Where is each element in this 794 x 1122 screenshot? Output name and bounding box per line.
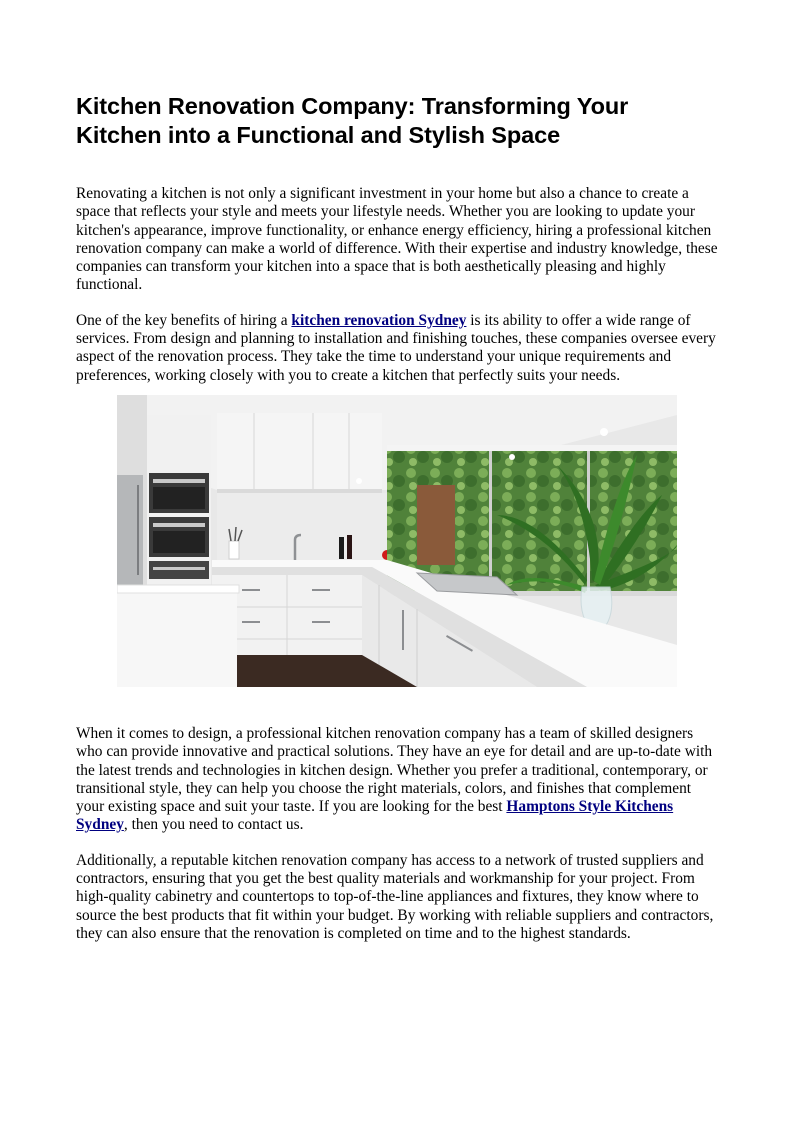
kitchen-photo xyxy=(117,395,677,687)
paragraph-design xyxy=(76,725,718,835)
paragraph-benefits-text-2: is its ability to offer a wide range of services. From design and planning to installation and finishing touches, these companies oversee every aspect of the renovation process. They take the time to understand your unique requirements and preferences, working closely with you to create a kitchen that perfectly suits your needs. xyxy=(76,311,716,384)
hamptons-style-kitchens-link[interactable]: Hamptons Style Kitchens Sydney xyxy=(76,798,674,834)
paragraph-suppliers: Additionally, a reputable kitchen renovation company has access to a network of trusted suppliers and contractors, ensuring that you get the best quality materials and workmanship for your project. From high-quality cabinetry and countertops to top-of-the-line appliances and fixtures, they know where to source the best products that fit within your budget. By working with reliable suppliers and contractors, they can also ensure that the renovation is completed on time and to the highest standards. xyxy=(76,851,714,942)
article-continued xyxy=(76,725,718,960)
paragraph-design-text-2: , then you need to contact us. xyxy=(123,816,304,834)
kitchen-renovation-sydney-link[interactable]: kitchen renovation Sydney xyxy=(291,311,467,329)
article-title: Kitchen Renovation Company: Transforming Your Kitchen into a Functional and Stylish Space xyxy=(76,93,629,148)
island xyxy=(117,585,237,687)
kitchen-illustration xyxy=(117,395,677,687)
paragraph-benefits-text-1: One of the key benefits of hiring a xyxy=(76,311,292,329)
fridge xyxy=(117,475,143,595)
paragraph-design-text-1: When it comes to design, a professional kitchen renovation company has a team of skilled designers who can provide innovative and practical solutions. They have an eye for detail and are up-to-date with the latest trends and technologies in kitchen design. Whether you prefer a traditional, contemporary, or transitional style, they can help you choose the right materials, colors, and finishes that complement your existing space and suit your taste. If you are looking for the best xyxy=(76,725,713,816)
paragraph-intro: Renovating a kitchen is not only a significant investment in your home but also a chance to create a space that reflects your style and meets your lifestyle needs. Whether you are looking to update your kitchen's appearance, improve functionality, or enhance energy efficiency, hiring a professional kitchen renovation company can make a world of difference. With their expertise and industry knowledge, these companies can transform your kitchen into a space that is both aesthetically pleasing and highly functional. xyxy=(76,185,718,294)
article xyxy=(76,92,718,402)
paragraph-benefits xyxy=(76,312,718,385)
splashback xyxy=(217,493,387,563)
